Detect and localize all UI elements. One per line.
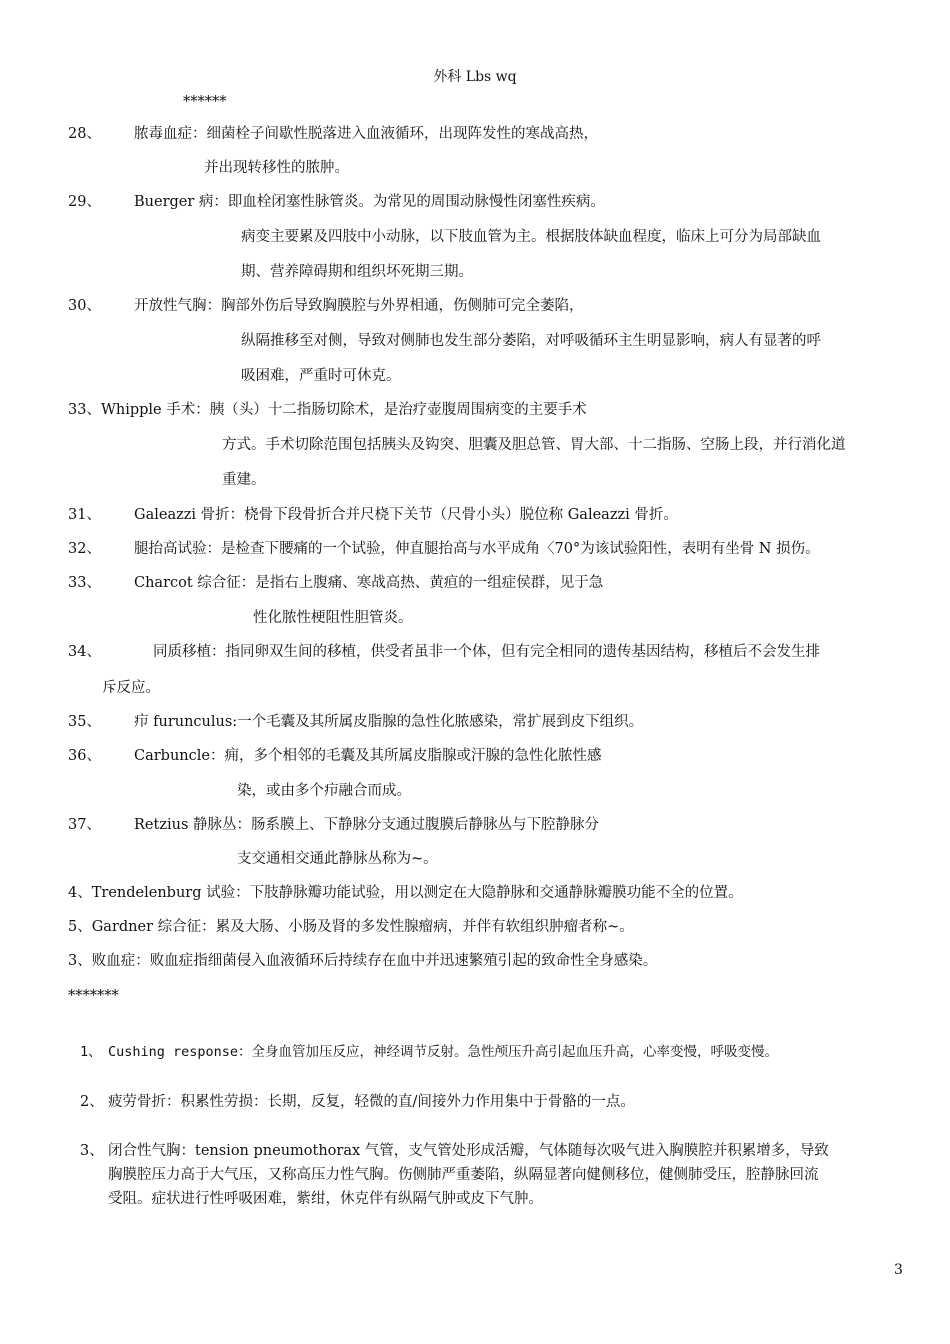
entry-line: 35、 疖 furunculus:一个毛囊及其所属皮脂腺的急性化脓感染，常扩展到皮下组织。 <box>68 714 644 730</box>
entry-line: 方式。手术切除范围包括胰头及钩突、胆囊及胆总管、胃大部、十二指肠、空肠上段，并行消化道 <box>222 437 846 453</box>
entry-line: 33、 Charcot 综合征：是指右上腹痛、寒战高热、黄疸的一组症侯群，见于急 <box>68 575 604 591</box>
entry-line: 30、 开放性气胸：胸部外伤后导致胸膜腔与外界相通，伤侧肺可完全萎陷， <box>68 298 584 314</box>
entry-line: 并出现转移性的脓肿。 <box>204 160 349 176</box>
list-item-line: 胸膜腔压力高于大气压，又称高压力性气胸。伤侧肺严重萎陷，纵隔显著向健侧移位，健侧肺受压，腔静脉回流 <box>108 1167 819 1183</box>
entry-line: 36、 Carbuncle：痈，多个相邻的毛囊及其所属皮脂腺或汗腺的急性化脓性感 <box>68 748 602 764</box>
separator-stars: ******* <box>68 988 119 1004</box>
entry-line: 34、 同质移植：指同卵双生间的移植，供受者虽非一个体，但有完全相同的遗传基因结构，移植后不会发生排 <box>68 644 820 660</box>
list-item: 1、 Cushing response：全身血管加压反应，神经调节反射。急性颅压升高引起血压升高，心率变慢，呼吸变慢。 <box>80 1044 779 1060</box>
list-item-line: 受阻。症状进行性呼吸困难，紫绀，休克伴有纵隔气肿或皮下气肿。 <box>108 1191 543 1207</box>
entry-line: 31、 Galeazzi 骨折：桡骨下段骨折合并尺桡下关节（尺骨小头）脱位称 Galeazzi 骨折。 <box>68 507 678 523</box>
entry-line: 33、Whipple 手术：胰（头）十二指肠切除术，是治疗壶腹周围病变的主要手术 <box>68 402 587 418</box>
entry-line: 3、败血症：败血症指细菌侵入血液循环后持续存在血中并迅速繁殖引起的致命性全身感染。 <box>68 953 658 969</box>
entry-line: 29、 Buerger 病：即血栓闭塞性脉管炎。为常见的周围动脉慢性闭塞性疾病。 <box>68 194 605 210</box>
entry-line: 期、营养障碍期和组织坏死期三期。 <box>241 264 473 280</box>
entry-line: 4、Trendelenburg 试验：下肢静脉瓣功能试验，用以测定在大隐静脉和交通静脉瓣膜功能不全的位置。 <box>68 885 743 901</box>
page-number: 3 <box>894 1262 903 1278</box>
entry-line: 性化脓性梗阻性胆管炎。 <box>253 610 413 626</box>
entry-line: 斥反应。 <box>102 680 160 696</box>
entry-line: 28、 脓毒血症：细菌栓子间歇性脱落进入血液循环，出现阵发性的寒战高热， <box>68 126 598 142</box>
entry-line: 支交通相交通此静脉丛称为~。 <box>237 851 438 867</box>
list-item: 3、 闭合性气胸：tension pneumothorax 气管，支气管处形成活瓣，气体随每次吸气进入胸膜腔并积累增多，导致 <box>80 1143 829 1159</box>
entry-line: 病变主要累及四肢中小动脉，以下肢血管为主。根据肢体缺血程度，临床上可分为局部缺血 <box>241 229 821 245</box>
entry-line: 重建。 <box>222 472 266 488</box>
entry-line: 32、 腿抬高试验：是检查下腰痛的一个试验，伸直腿抬高与水平成角〈70°为该试验阳性，表明有坐骨 N 损伤。 <box>68 541 820 557</box>
page-header: 外科 Lbs wq <box>433 69 517 85</box>
entry-line: 37、 Retzius 静脉丛：肠系膜上、下静脉分支通过腹膜后静脉丛与下腔静脉分 <box>68 817 599 833</box>
separator-stars: ****** <box>183 94 227 110</box>
entry-line: 5、Gardner 综合征：累及大肠、小肠及肾的多发性腺瘤病，并伴有软组织肿瘤者称~。 <box>68 919 634 935</box>
list-item: 2、 疲劳骨折：积累性劳损：长期，反复，轻微的直/间接外力作用集中于骨骼的一点。 <box>80 1094 635 1110</box>
entry-line: 纵隔推移至对侧，导致对侧肺也发生部分萎陷，对呼吸循环主生明显影响，病人有显著的呼 <box>241 333 821 349</box>
entry-line: 染，或由多个疖融合而成。 <box>237 783 411 799</box>
entry-line: 吸困难，严重时可休克。 <box>241 368 401 384</box>
